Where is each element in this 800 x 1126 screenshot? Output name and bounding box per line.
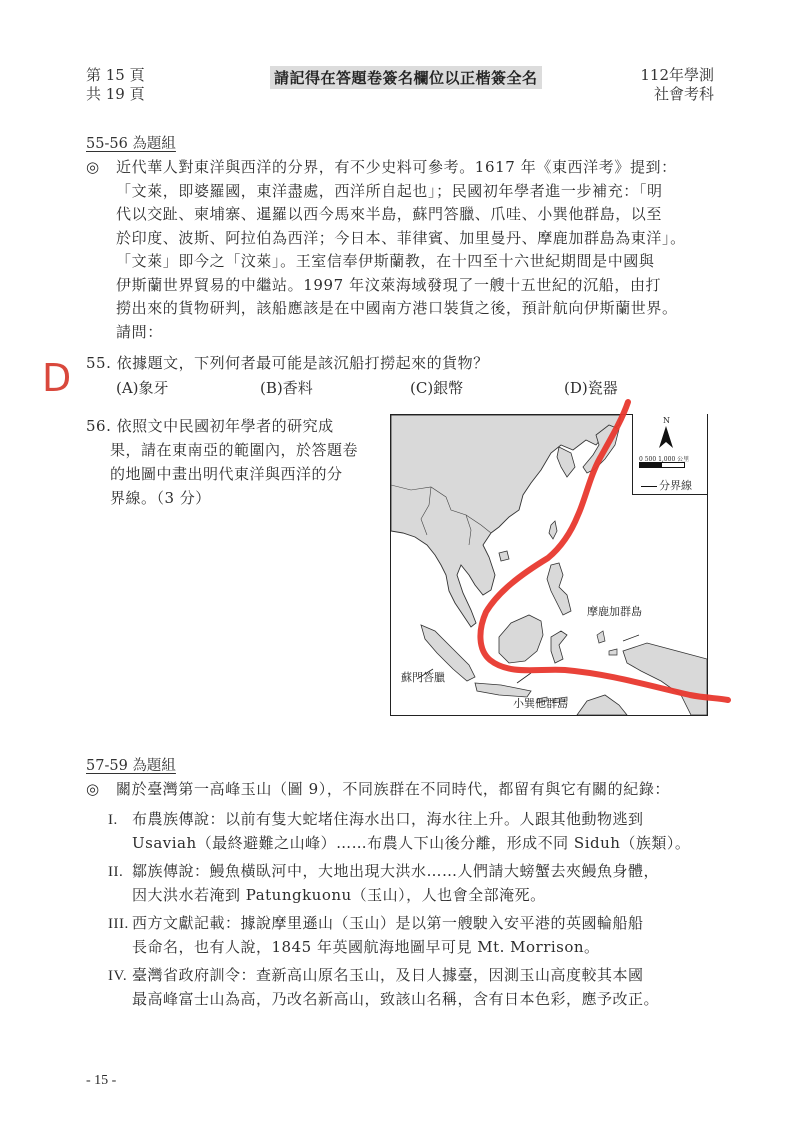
item-line: 鄒族傳說：鰻魚橫臥河中，大地出現大洪水……人們請大螃蟹去夾鰻魚身體， <box>132 862 660 880</box>
item-number: I. <box>108 812 118 828</box>
q55-option-b: (B)香料 <box>260 379 313 397</box>
map-label-lesser-sunda: 小巽他群島 <box>513 697 568 710</box>
item-number: II. <box>108 864 124 880</box>
north-label: N <box>663 416 670 425</box>
page-total: 共 19 頁 <box>86 85 145 103</box>
record-item-3 <box>108 912 644 959</box>
item-line: 長命名，也有人說，1845 年英國航海地圖早可見 Mt. Morrison。 <box>132 938 600 956</box>
passage-line: 伊斯蘭世界貿易的中繼站。1997 年汶萊海域發現了一艘十五世紀的沉船，由打 <box>116 275 662 294</box>
exam-subject: 社會考科 <box>653 85 714 103</box>
record-item-4 <box>108 964 659 1011</box>
group-title-55-56: 55-56 為題組 <box>86 136 176 152</box>
passage-55-56 <box>116 156 686 344</box>
group-title-57-59: 57-59 為題組 <box>86 758 176 774</box>
bullet-icon: ◎ <box>86 780 100 798</box>
scale-labels: 0 500 1,000 公里 <box>639 456 690 463</box>
passage-line: 代以交趾、柬埔寨、暹羅以西今馬來半島，蘇門答臘、爪哇、小巽他群島，以至 <box>116 205 663 223</box>
q56-line: 的地圖中畫出明代東洋與西洋的分 <box>110 465 343 483</box>
q55-option-a: (A)象牙 <box>116 379 169 397</box>
signature-notice: 請記得在答題卷簽名欄位以正楷簽全名 <box>270 66 542 89</box>
passage-line: 近代華人對東洋與西洋的分界，有不少史料可參考。1617 年《東西洋考》提到： <box>116 158 677 176</box>
map-label-moluccas: 摩鹿加群島 <box>587 605 642 618</box>
record-item-1 <box>108 808 690 855</box>
handwritten-answer-mark: D <box>42 356 72 400</box>
passage-line: 「文萊，即婆羅國，東洋盡處，西洋所自起也」；民國初年學者進一步補充：「明 <box>116 181 663 200</box>
passage-line: 撈出來的貨物研判，該船應該是在中國南方港口裝貨之後，預計航向伊斯蘭世界。 <box>116 299 678 317</box>
item-number: IV. <box>108 968 128 984</box>
q56-line: 界線。（3 分） <box>110 489 211 507</box>
item-line: 布農族傳說：以前有隻大蛇堵住海水出口，海水往上升。人跟其他動物逃到 <box>132 810 644 828</box>
passage-line: 請問： <box>116 322 163 341</box>
page-number: - 15 - <box>86 1073 117 1088</box>
intro-57-59: 關於臺灣第一高峰玉山（圖 9），不同族群在不同時代，都留有與它有關的紀錄： <box>116 780 671 798</box>
item-line: 因大洪水若淹到 Patungkuonu（玉山），人也會全部淹死。 <box>132 886 546 904</box>
map-label-sumatra: 蘇門答臘 <box>401 671 445 684</box>
question-56-stem <box>86 414 358 510</box>
question-55-stem: 55. 依據題文，下列何者最可能是該沉船打撈起來的貨物？ <box>86 354 489 372</box>
q56-line: 56. 依照文中民國初年學者的研究成 <box>86 417 334 435</box>
item-line: 西方文獻記載：據說摩里遜山（玉山）是以第一艘駛入安平港的英國輪船船 <box>132 914 644 932</box>
passage-line: 「文萊」即今之「汶萊」。王室信奉伊斯蘭教，在十四至十六世紀期間是中國與 <box>116 252 655 270</box>
item-line: Usaviah（最終避難之山峰）……布農人下山後分離，形成不同 Siduh（族類）。 <box>132 834 691 852</box>
q55-option-d: (D)瓷器 <box>564 379 618 397</box>
item-line: 臺灣省政府訓令：查新高山原名玉山，及日人據臺，因測玉山高度較其本國 <box>132 966 644 984</box>
scale-bar <box>639 462 685 468</box>
bullet-icon: ◎ <box>86 158 100 176</box>
exam-year: 112年學測 <box>640 66 714 84</box>
legend-boundary-label: 分界線 <box>659 479 692 492</box>
passage-line: 於印度、波斯、阿拉伯為西洋；今日本、菲律賓、加里曼丹、摩鹿加群島為東洋」。 <box>116 228 686 247</box>
item-number: III. <box>108 916 129 932</box>
q56-line: 果，請在東南亞的範圍內，於答題卷 <box>110 441 359 459</box>
page-current: 第 15 頁 <box>86 66 145 84</box>
map-legend <box>632 414 707 495</box>
record-item-2 <box>108 860 659 907</box>
legend-boundary-line <box>641 477 692 493</box>
north-arrow-icon <box>659 426 673 448</box>
item-line: 最高峰富士山為高，乃改名新高山，致該山名稱，含有日本色彩，應予改正。 <box>132 990 660 1008</box>
q55-option-c: (C)銀幣 <box>410 379 464 397</box>
